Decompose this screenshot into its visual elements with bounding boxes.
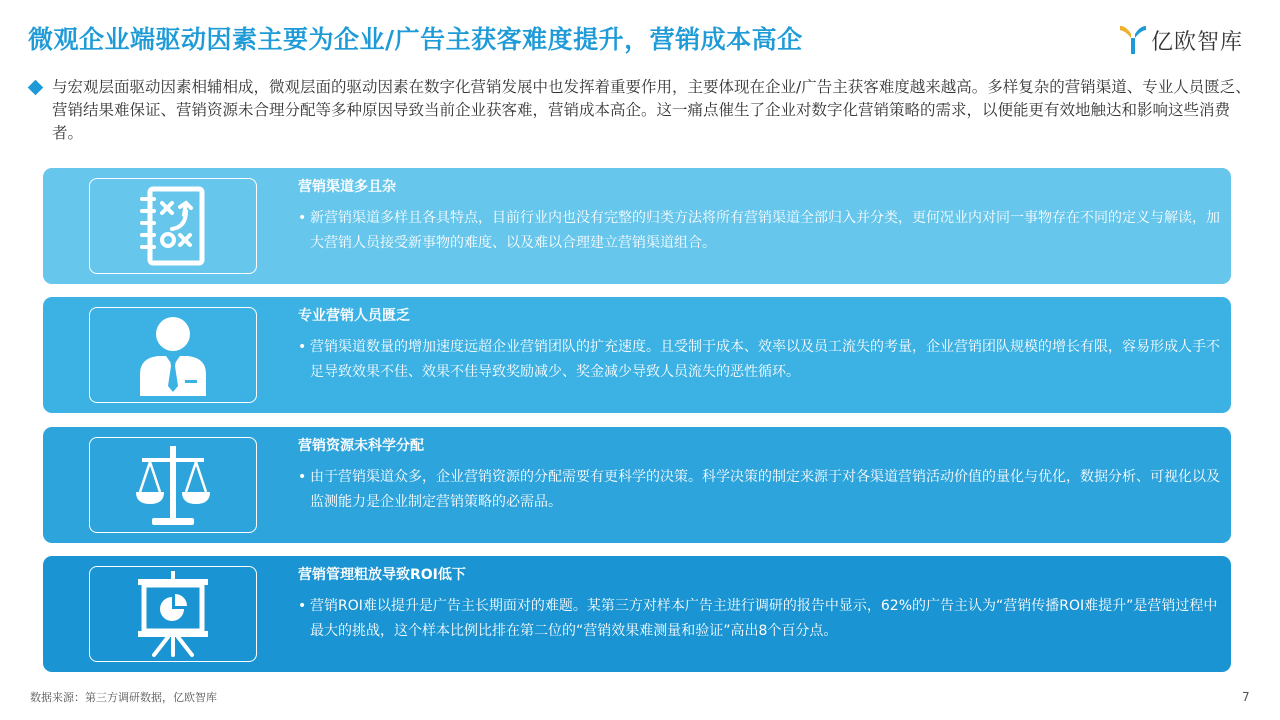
card-icon-frame [89,307,257,403]
balance-scale-icon [128,440,218,530]
brand-logo [1118,20,1258,60]
card-title: 专业营销人员匮乏 [298,308,410,324]
card-body [298,206,1226,256]
card-icon-frame [89,437,257,533]
strategy-board-icon [128,181,218,271]
card-staff-shortage [43,297,1231,413]
card-body-text: 营销ROI难以提升是广告主长期面对的难题。某第三方对样本广告主进行调研的报告中显示，62%的广告主认为“营销传播ROI难提升”是营销过程中最大的挑战，这个样本比例比排在第二位的“营销效果难测量和验证”高出8个百分点。 [310,598,1218,639]
card-body-text: 营销渠道数量的增加速度远超企业营销团队的扩充速度。且受制于成本、效率以及员工流失的考量，企业营销团队规模的增长有限，容易形成人手不足导致效果不佳、效果不佳导致奖励减少、奖金减少导致人员流失的恶性循环。 [310,339,1220,380]
page-number: 7 [1242,690,1250,704]
card-body [298,465,1226,515]
logo-mark-icon [1118,22,1148,58]
businessman-icon [128,310,218,400]
logo-text: 亿欧智库 [1151,29,1244,55]
card-body [298,335,1226,385]
bullet-dot-icon: • [298,339,307,355]
card-title: 营销管理粗放导致ROI低下 [298,567,466,583]
intro-text: 与宏观层面驱动因素相辅相成，微观层面的驱动因素在数字化营销发展中也发挥着重要作用，主要体现在企业/广告主获客难度越来越高。多样复杂的营销渠道、专业人员匮乏、营销结果难保证、营销资源未合理分配等多种原因导致当前企业获客难，营销成本高企。这一痛点催生了企业对数字化营销策略的需求，以便能更有效地触达和影响这些消费者。 [52,78,1251,142]
card-body-text: 新营销渠道多样且各具特点，目前行业内也没有完整的归类方法将所有营销渠道全部归入并分类，更何况业内对同一事物存在不同的定义与解读，加大营销人员接受新事物的难度、以及难以合理建立营销渠道组合。 [310,210,1220,251]
card-marketing-channels [43,168,1231,284]
card-low-roi [43,556,1231,672]
card-title: 营销资源未科学分配 [298,438,424,454]
data-source-note: 数据来源：第三方调研数据，亿欧智库 [30,691,217,704]
card-title: 营销渠道多且杂 [298,179,396,195]
diamond-bullet-icon [28,80,44,96]
bullet-dot-icon: • [298,598,307,614]
bullet-dot-icon: • [298,210,307,226]
card-icon-frame [89,566,257,662]
page-title: 微观企业端驱动因素主要为企业/广告主获客难度提升，营销成本高企 [28,25,803,54]
card-body [298,594,1226,644]
intro-paragraph [28,76,1258,145]
bullet-dot-icon: • [298,469,307,485]
presentation-chart-icon [128,569,218,659]
card-body-text: 由于营销渠道众多，企业营销资源的分配需要有更科学的决策。科学决策的制定来源于对各渠道营销活动价值的量化与优化，数据分析、可视化以及监测能力是企业制定营销策略的必需品。 [310,469,1220,510]
card-resource-allocation [43,427,1231,543]
card-icon-frame [89,178,257,274]
